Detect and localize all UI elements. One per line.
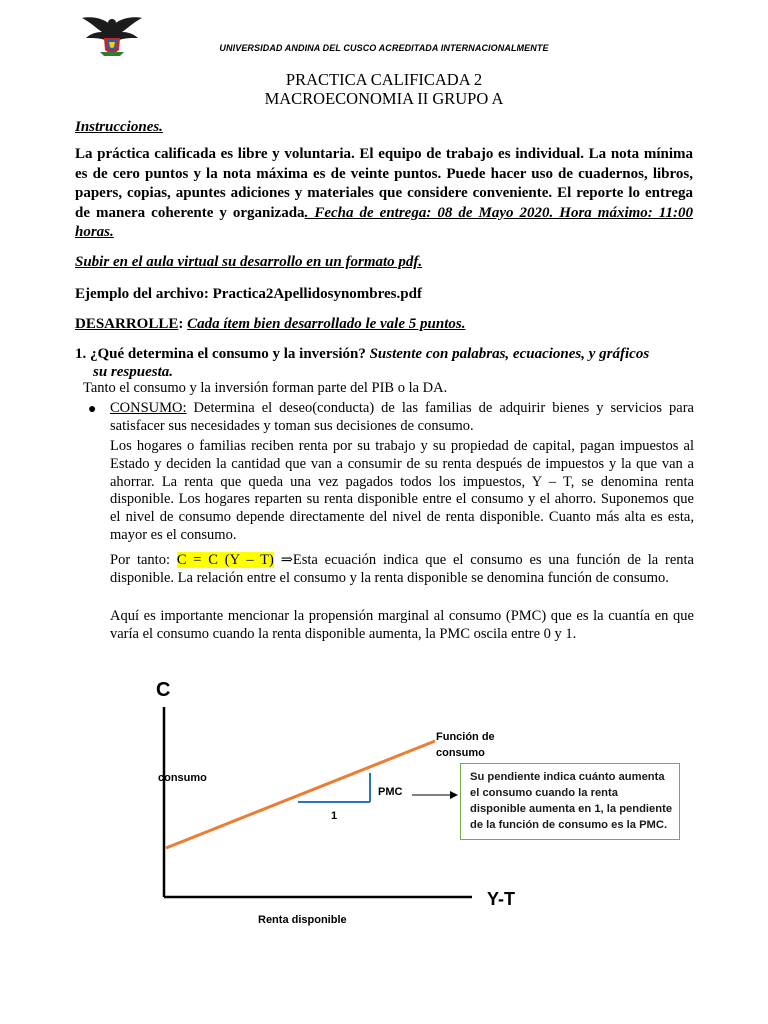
- y-axis-title: C: [156, 679, 171, 701]
- instructions-body: La práctica calificada es libre y voluntaria. El equipo de trabajo es individual. La nota mínima es de cero puntos y la nota máxima es de veinte puntos. Puede hacer uso de cuadernos, libros, papers, copias, apuntes adiciones y materiales que considere conveniente. El reporte lo entrega de manera coherente y organizada: [75, 146, 693, 221]
- renta-paragraph: Los hogares o familias reciben renta por su trabajo y su propiedad de capital, pagan impuestos al Estado y deciden la cantidad que van a consumir de su renta después de impuestos y la que van a ahorrar. La renta que queda una vez pagados todos los impuestos, Y – T, se denomina renta disponible. Los hogares reparten su renta disponible entre el consumo y el ahorro. Suponemos que el nivel de consumo depende directamente del nivel de renta disponible. Cuanto más alta es esta, mayor es el consumo.: [110, 438, 694, 543]
- question-1-italic: Sustente con palabras, ecuaciones, y gráficos: [369, 346, 650, 362]
- pmc-paragraph: Aquí es importante mencionar la propensión marginal al consumo (PMC) que es la cuantía en que varía el consumo cuando la renta disponible aumenta, la PMC oscila entre 0 y 1.: [110, 608, 694, 642]
- instructions-heading: Instrucciones.: [75, 119, 163, 135]
- answer-intro: Tanto el consumo y la inversión forman parte del PIB o la DA.: [83, 380, 448, 396]
- series-label: Función de consumo: [436, 731, 495, 759]
- triangle-rise-label: PMC: [378, 786, 403, 798]
- x-axis-title: Y-T: [487, 889, 516, 909]
- equation-prefix: Por tanto:: [110, 552, 177, 568]
- university-name: UNIVERSIDAD ANDINA DEL CUSCO ACREDITADA INTERNACIONALMENTE: [219, 43, 549, 53]
- file-example: Ejemplo del archivo: Practica2Apellidosynombres.pdf: [75, 286, 422, 302]
- consumo-definition: Determina el deseo(conducta) de las familias de adquirir bienes y servicios para satisfacer sus necesidades y toman sus decisiones de consumo.: [110, 400, 694, 434]
- question-1-line2: su respuesta.: [93, 364, 174, 380]
- develop-colon: :: [178, 316, 188, 332]
- x-axis-label: Renta disponible: [258, 914, 347, 926]
- y-axis-label: consumo: [158, 772, 207, 784]
- document-title: PRACTICA CALIFICADA 2: [285, 70, 483, 89]
- course-title: MACROECONOMIA II GRUPO A: [264, 89, 504, 108]
- consumption-equation: C = C (Y – T): [176, 552, 274, 568]
- question-1-prefix: 1. ¿Qué determina el consumo y la inversión?: [75, 346, 370, 362]
- arrow-head-icon: [450, 791, 458, 799]
- consumo-label: CONSUMO:: [110, 400, 187, 416]
- triangle-run-label: 1: [331, 810, 338, 822]
- develop-note: Cada ítem bien desarrollado le vale 5 puntos.: [187, 316, 466, 332]
- deadline-text: . Fecha de entrega: 08 de Mayo 2020. Hora máximo: 11:00 horas.: [75, 204, 693, 240]
- bullet-icon: ●: [88, 402, 97, 417]
- equation-explanation: ⇒Esta ecuación indica que el consumo es una función de la renta disponible. La relación entre el consumo y la renta disponible se denomina función de consumo.: [110, 552, 694, 586]
- slope-note-box: Su pendiente indica cuánto aumenta el consumo cuando la renta disponible aumenta en 1, la pendiente de la función de consumo es la PMC.: [460, 763, 680, 840]
- develop-label: DESARROLLE: [75, 316, 179, 332]
- upload-instruction: Subir en el aula virtual su desarrollo en un formato pdf.: [75, 254, 423, 270]
